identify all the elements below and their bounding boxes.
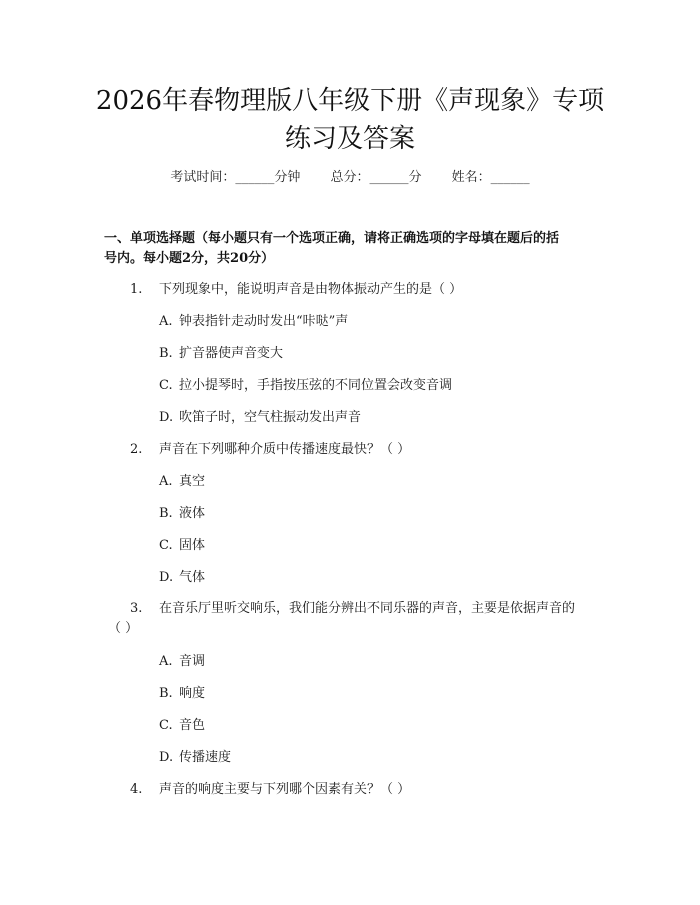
page-title-line-2: 练习及答案 bbox=[284, 124, 415, 154]
question-text: 声音的响度主要与下列哪个因素有关？（ ） bbox=[159, 782, 411, 797]
option-text: 扩音器使声音变大 bbox=[179, 346, 284, 361]
option-text: 液体 bbox=[179, 506, 206, 521]
question-1-option-a bbox=[159, 312, 348, 332]
question-number: 3. bbox=[130, 601, 143, 616]
question-3-continuation: （ ） bbox=[108, 621, 139, 636]
option-text: 吹笛子时，空气柱振动发出声音 bbox=[179, 410, 362, 425]
question-number: 1. bbox=[130, 282, 143, 297]
option-letter: A. bbox=[159, 314, 173, 329]
option-letter: D. bbox=[159, 750, 174, 765]
option-letter: B. bbox=[159, 506, 173, 521]
question-text: 声音在下列哪种介质中传播速度最快？（ ） bbox=[159, 442, 411, 457]
page-title-line-1: 2026年春物理版八年级下册《声现象》专项 bbox=[95, 86, 605, 116]
question-3-option-b bbox=[159, 684, 205, 704]
question-2-option-d bbox=[159, 568, 205, 588]
option-letter: D. bbox=[159, 570, 174, 585]
question-1-option-b bbox=[159, 344, 283, 364]
section-heading-line-1: 一、单项选择题（每小题只有一个选项正确，请将正确选项的字母填在题后的括 bbox=[104, 231, 560, 246]
option-text: 钟表指针走动时发出“咔哒”声 bbox=[179, 314, 349, 329]
option-letter: C. bbox=[159, 718, 173, 733]
question-3-option-a bbox=[159, 652, 205, 672]
question-2-option-a bbox=[159, 472, 205, 492]
question-number: 2. bbox=[130, 442, 143, 457]
question-3-option-d bbox=[159, 748, 231, 768]
option-text: 音色 bbox=[179, 718, 206, 733]
option-letter: A. bbox=[159, 474, 173, 489]
exam-meta bbox=[0, 168, 700, 188]
question-3-option-c bbox=[159, 716, 205, 736]
option-letter: D. bbox=[159, 410, 174, 425]
exam-time-field: 考试时间：______分钟 bbox=[170, 170, 301, 185]
question-text: 下列现象中，能说明声音是由物体振动产生的是（ ） bbox=[159, 282, 463, 297]
option-text: 传播速度 bbox=[179, 750, 232, 765]
option-letter: B. bbox=[159, 686, 173, 701]
option-letter: B. bbox=[159, 346, 173, 361]
question-text: 在音乐厅里听交响乐，我们能分辨出不同乐器的声音，主要是依据声音的 bbox=[159, 601, 576, 616]
question-1-option-c bbox=[159, 376, 452, 396]
option-text: 真空 bbox=[179, 474, 206, 489]
question-2-option-c bbox=[159, 536, 205, 556]
option-text: 拉小提琴时，手指按压弦的不同位置会改变音调 bbox=[179, 378, 453, 393]
option-letter: C. bbox=[159, 378, 173, 393]
question-1-option-d bbox=[159, 408, 361, 428]
question-number: 4. bbox=[130, 782, 143, 797]
option-letter: C. bbox=[159, 538, 173, 553]
student-name-field: 姓名：______ bbox=[451, 170, 530, 185]
option-letter: A. bbox=[159, 654, 173, 669]
question-2-option-b bbox=[159, 504, 205, 524]
option-text: 音调 bbox=[179, 654, 206, 669]
total-score-field: 总分：______分 bbox=[330, 170, 422, 185]
option-text: 气体 bbox=[179, 570, 206, 585]
section-heading-line-2: 号内。每小题2分，共20分） bbox=[104, 251, 275, 266]
option-text: 响度 bbox=[179, 686, 206, 701]
option-text: 固体 bbox=[179, 538, 206, 553]
